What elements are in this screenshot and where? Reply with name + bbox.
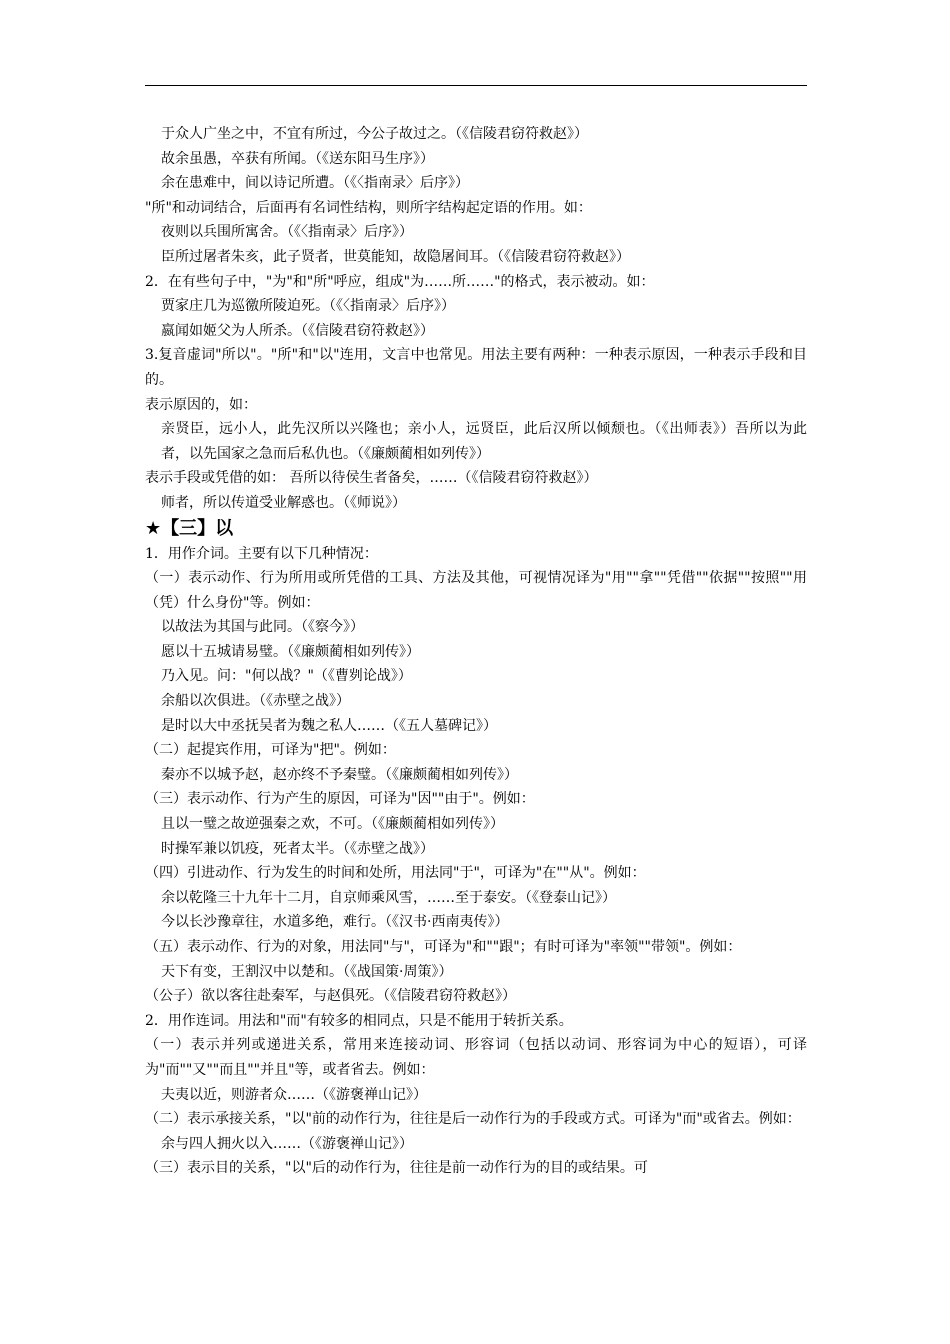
example-line: 余船以次俱进。（《赤壁之战》）	[161, 693, 350, 710]
paragraph-line: 3.复音虚词"所以"。"所"和"以"连用，文言中也常见。用法主要有两种：一种表示原因，一种表示手段和目的。	[145, 347, 807, 388]
example-line: 秦亦不以城予赵，赵亦终不予秦璧。（《廉颇蔺相如列传》）	[161, 766, 518, 783]
document-body	[145, 122, 807, 1181]
paragraph-line: （三）表示动作、行为产生的原因，可译为"因""由于"。例如：	[145, 791, 535, 808]
example-line: 师者，所以传道受业解惑也。（《师说》）	[161, 494, 406, 511]
paragraph-line: （二）表示承接关系，"以"前的动作行为，往往是后一动作行为的手段或方式。可译为"而"或省去。例如：	[145, 1111, 801, 1128]
example-line: 夜则以兵围所寓舍。（《〈指南录〉后序》）	[161, 224, 413, 241]
paragraph-line: （一）表示并列或递进关系，常用来连接动词、形容词（包括以动词、形容词为中心的短语），可译为"而""又""而且""并且"等，或者省去。例如：	[145, 1037, 807, 1078]
example-line: 且以一璧之故逆强秦之欢，不可。（《廉颇蔺相如列传》）	[161, 816, 504, 833]
example-line: 嬴闻如姬父为人所杀。（《信陵君窃符救赵》）	[161, 322, 434, 339]
paragraph-line: 1．用作介词。主要有以下几种情况：	[145, 545, 378, 562]
paragraph-line: 2．用作连词。用法和"而"有较多的相同点，只是不能用于转折关系。	[145, 1012, 573, 1029]
paragraph-line: （公子）欲以客往赴秦军，与赵俱死。（《信陵君窃符救赵》）	[145, 988, 516, 1005]
header-rule	[145, 85, 807, 86]
example-line: 以故法为其国与此同。（《察今》）	[161, 619, 364, 636]
example-line: 故余虽愚，卒获有所闻。（《送东阳马生序》）	[161, 150, 434, 167]
example-line: 余与四人拥火以入……（《游褒禅山记》）	[161, 1135, 413, 1152]
example-line: 于众人广坐之中，不宜有所过，今公子故过之。（《信陵君窃符救赵》）	[161, 126, 588, 142]
paragraph-line: （四）引进动作、行为发生的时间和处所，用法同"于"，可译为"在""从"。例如：	[145, 865, 646, 882]
section-heading: ★【三】以	[145, 517, 234, 539]
paragraph-line: 表示原因的，如：	[145, 396, 257, 413]
example-line: 贾家庄几为巡徼所陵迫死。（《〈指南录〉后序》）	[161, 298, 455, 315]
example-line: 愿以十五城请易璧。（《廉颇蔺相如列传》）	[161, 643, 420, 660]
paragraph-line: 2．在有些句子中，"为"和"所"呼应，组成"为……所……"的格式，表示被动。如：	[145, 273, 655, 290]
paragraph-line: "所"和动词结合，后面再有名词性结构，则所字结构起定语的作用。如：	[145, 199, 592, 216]
paragraph-line: （一）表示动作、行为所用或所凭借的工具、方法及其他，可视情况译为"用""拿""凭借""依据""按照""用（凭）什么身份"等。例如：	[145, 570, 807, 611]
example-line: 臣所过屠者朱亥，此子贤者，世莫能知，故隐屠间耳。（《信陵君窃符救赵》）	[161, 248, 630, 265]
paragraph-line: （二）起提宾作用，可译为"把"。例如：	[145, 742, 396, 759]
example-line: 余在患难中，间以诗记所遭。（《〈指南录〉后序》）	[161, 175, 469, 192]
example-line: 余以乾隆三十九年十二月，自京师乘风雪，……至于泰安。（《登泰山记》）	[161, 889, 616, 906]
example-line: 乃入见。问："何以战？"（《曹刿论战》）	[161, 668, 412, 685]
example-line: 天下有变，王割汉中以楚和。（《战国策·周策》）	[161, 963, 453, 980]
example-line: 是时以大中丞抚吴者为魏之私人……（《五人墓碑记》）	[161, 717, 497, 734]
example-line: 亲贤臣，远小人，此先汉所以兴隆也；亲小人，远贤臣，此后汉所以倾颓也。（《出师表》）吾所以为此者，以先国家之急而后私仇也。（《廉颇蔺相如列传》）	[161, 421, 807, 462]
paragraph-line: （五）表示动作、行为的对象，用法同"与"，可译为"和""跟"；有时可译为"率领""带领"。例如：	[145, 939, 742, 955]
paragraph-line: （三）表示目的关系，"以"后的动作行为，往往是前一动作行为的目的或结果。可	[145, 1160, 648, 1177]
example-line: 夫夷以近，则游者众……（《游褒禅山记》）	[161, 1086, 427, 1103]
example-line: 今以长沙豫章往，水道多绝，难行。（《汉书·西南夷传》）	[161, 914, 509, 931]
paragraph-line: 表示手段或凭借的如： 吾所以待侯生者备矣，……（《信陵君窃符救赵》）	[145, 470, 598, 487]
example-line: 时操军兼以饥疫，死者太半。（《赤壁之战》）	[161, 840, 434, 857]
